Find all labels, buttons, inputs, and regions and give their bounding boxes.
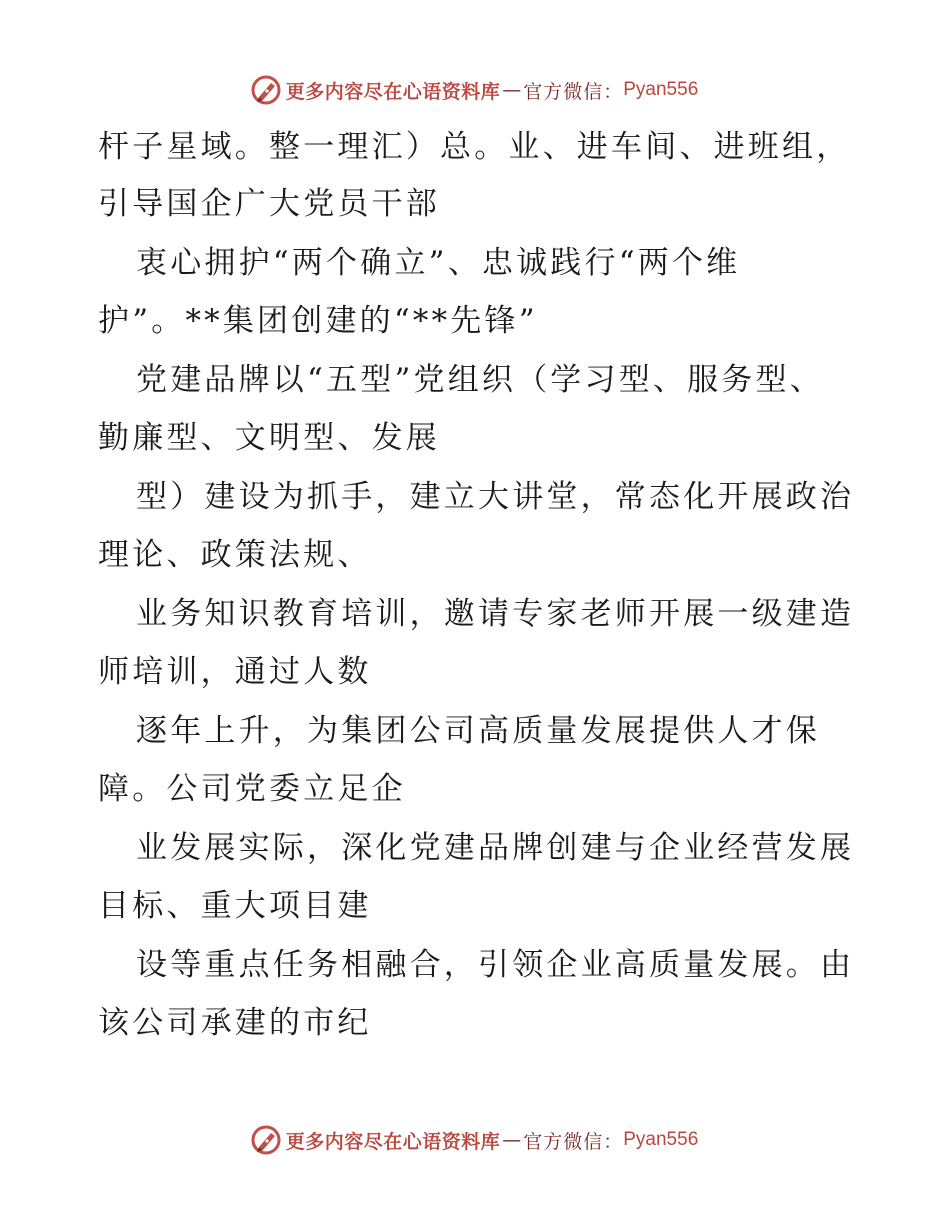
- header-watermark: [0, 70, 950, 110]
- body-line: 业务知识教育培训，邀请专家老师开展一级建造: [136, 596, 855, 632]
- header-wechat-id: Pyan556: [623, 79, 699, 100]
- body-line: 型）建设为抓手，建立大讲堂，常态化开展政治: [136, 479, 855, 515]
- footer-brand-text: 更多内容尽在心语资料库: [285, 1130, 501, 1153]
- footer-wechat-label: 官方微信：: [523, 1130, 624, 1153]
- body-line: 障。公司党委立足企: [98, 771, 406, 807]
- body-line: 设等重点任务相融合，引领企业高质量发展。由: [136, 947, 855, 983]
- body-line: 目标、重大项目建: [98, 888, 372, 924]
- header-separator: —: [502, 79, 522, 101]
- pen-logo-icon: [250, 74, 282, 106]
- body-line: 业发展实际，深化党建品牌创建与企业经营发展: [136, 830, 855, 866]
- footer-wechat-id: Pyan556: [623, 1129, 699, 1150]
- body-line: 逐年上升，为集团公司高质量发展提供人才保: [136, 713, 820, 749]
- body-line: 衷心拥护“两个确立”、忠诚践行“两个维: [136, 245, 741, 281]
- header-wechat-label: 官方微信：: [523, 80, 624, 103]
- header-brand-text: 更多内容尽在心语资料库: [285, 80, 501, 103]
- body-line: 护”。**集团创建的“**先锋”: [98, 303, 538, 339]
- body-line: 该公司承建的市纪: [98, 1005, 372, 1041]
- pen-logo-icon: [250, 1124, 282, 1156]
- footer-watermark: [0, 1120, 950, 1160]
- body-line: 杆子星域。整一理汇）总。业、进车间、进班组，: [98, 129, 851, 165]
- body-line: 理论、政策法规、: [98, 537, 372, 573]
- footer-separator: —: [502, 1129, 522, 1151]
- body-line: 师培训，通过人数: [98, 654, 372, 690]
- body-line: 引导国企广大党员干部: [98, 186, 440, 222]
- body-line: 党建品牌以“五型”党组织（学习型、服务型、: [136, 362, 824, 398]
- body-line: 勤廉型、文明型、发展: [98, 420, 440, 456]
